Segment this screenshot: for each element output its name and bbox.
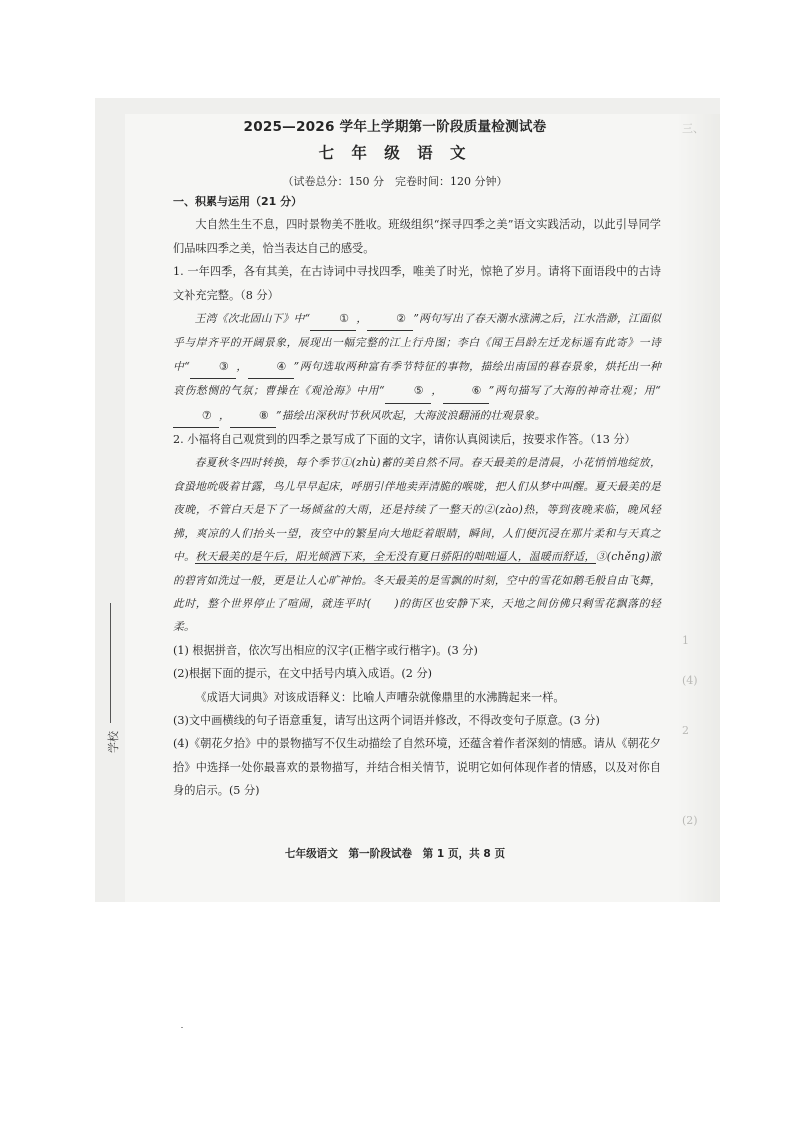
exam-body — [173, 190, 661, 803]
question-2-stem: 2. 小福将自己观赏到的四季之景写成了下面的文字，请你认真阅读后，按要求作答。（13 分） — [173, 433, 636, 447]
q1-text: ”描绘出深秋时节秋风吹起，大海波浪翻涌的壮观景象。 — [276, 408, 546, 422]
passage-text: 春夏秋冬四时转换，每个季节①(zhù)蓄的美自然不同。春天最美的是清晨，小花悄悄地绽放，食蛩地吮吸着甘露，鸟儿早早起床，呼朋引伴地卖弄清脆的喉咙，把人们从梦中叫醒。夏天最美的是夜晚，不管白天是下了一场倾盆的大雨，还是持续了一整天的②(zào)热，等到夜晚来临，晚风轻拂，爽凉的人们抬头一望，夜空中的繁星向大地眨着眼睛，瞬间，人们便沉浸在那片柔和与天真之中。 — [173, 456, 661, 564]
question-2-passage — [173, 451, 661, 638]
answer-blank-2[interactable]: ② — [367, 307, 413, 331]
answer-blank-5[interactable]: ⑤ — [385, 379, 431, 403]
q1-text: ， — [219, 408, 230, 422]
exam-title: 2025—2026 学年上学期第一阶段质量检测试卷 — [243, 119, 547, 135]
passage-text: ③(chěng)澈的碧宵如洗过一般，更是让人心旷神怡。冬天最美的是雪飘的时刻，空中的雪花如鹅毛般自由飞舞，此时，整个世界停止了喧闹，就连平时( )的街区也安静下来，天地之间仿佛只剩雪花飘落的轻柔。 — [173, 550, 661, 634]
q1-text: ”两句写出了春天潮水涨满之后，江水浩渺，江面似乎与岸齐平的开阔景象，展现出一幅完整的江上行舟图；李白《闻王昌龄左迁龙标遥有此寄》一诗中“ — [173, 312, 662, 373]
answer-blank-6[interactable]: ⑥ — [443, 379, 489, 403]
subquestion-3: (3)文中画横线的句子语意重复，请写出这两个词语并修改，不得改变句子原意。(3 分) — [173, 713, 600, 727]
section-heading: 一、积累与运用（21 分） — [173, 195, 303, 208]
underlined-sentence: 秋天最美的是午后，阳光倾洒下来，全无没有夏日骄阳的咄咄逼人，温暖而舒适， — [195, 550, 596, 564]
question-1-stem: 1. 一年四季，各有其美，在古诗词中寻找四季，唯美了时光，惊艳了岁月。请将下面语段中的古诗文补充完整。（8 分） — [173, 265, 661, 302]
answer-blank-7[interactable]: ⑦ — [173, 404, 219, 428]
q1-text: ， — [356, 312, 368, 326]
bleed-text: 2 — [682, 724, 689, 737]
page-footer: 七年级语文 第一阶段试卷 第 1 页，共 8 页 — [284, 848, 506, 860]
next-page-bleed — [676, 114, 720, 902]
exam-subject: 七 年 级 语 文 — [318, 144, 472, 162]
q1-text: ， — [236, 359, 248, 373]
section-intro: 大自然生生不息，四时景物美不胜收。班级组织“探寻四季之美”语文实践活动，以此引导同学们品味四季之美，恰当表达自己的感受。 — [173, 218, 661, 255]
q1-text: ”两句选取两种富有季节特征的事物，描绘出南国的暮春景象，烘托出一种哀伤愁恻的气氛；曹操在《观沧海》中用“ — [173, 359, 662, 398]
school-label: 学校 — [107, 731, 120, 753]
answer-blank-3[interactable]: ③ — [190, 355, 236, 379]
subquestion-4: (4)《朝花夕拾》中的景物描写不仅生动描绘了自然环境，还蕴含着作者深刻的情感。请从《朝花夕拾》中选择一处你最喜欢的景物描写，并结合相关情节，说明它如何体现作者的情感，以及对你自身的启示。(5 分) — [173, 737, 661, 798]
answer-blank-8[interactable]: ⑧ — [230, 404, 276, 428]
bleed-text: (4) — [682, 674, 698, 687]
answer-blank-1[interactable]: ① — [310, 307, 356, 331]
exam-info: （试卷总分：150 分 完卷时间：120 分钟） — [282, 175, 508, 188]
document-photo — [95, 98, 720, 902]
question-1-passage — [173, 307, 661, 428]
school-line — [110, 603, 111, 723]
q1-text: ”两句描写了大海的神奇壮观；用“ — [488, 384, 661, 398]
bleed-text: (2) — [682, 814, 698, 827]
subquestion-1: (1) 根据拼音，依次写出相应的汉字(正楷字或行楷字)。(3 分) — [173, 643, 478, 657]
q1-text: 王湾《次北固山下》中“ — [194, 312, 311, 326]
stray-mark — [181, 1027, 183, 1028]
answer-blank-4[interactable]: ④ — [248, 355, 294, 379]
bleed-text: 三、 — [682, 122, 704, 135]
subquestion-2: (2)根据下面的提示，在文中括号内填入成语。(2 分) — [173, 667, 433, 681]
subquestion-2-hint: 《成语大词典》对该成语释义：比喻人声嘈杂就像鼎里的水沸腾起来一样。 — [195, 690, 565, 704]
q1-text: ， — [430, 384, 443, 398]
bleed-text: 1 — [682, 634, 689, 647]
